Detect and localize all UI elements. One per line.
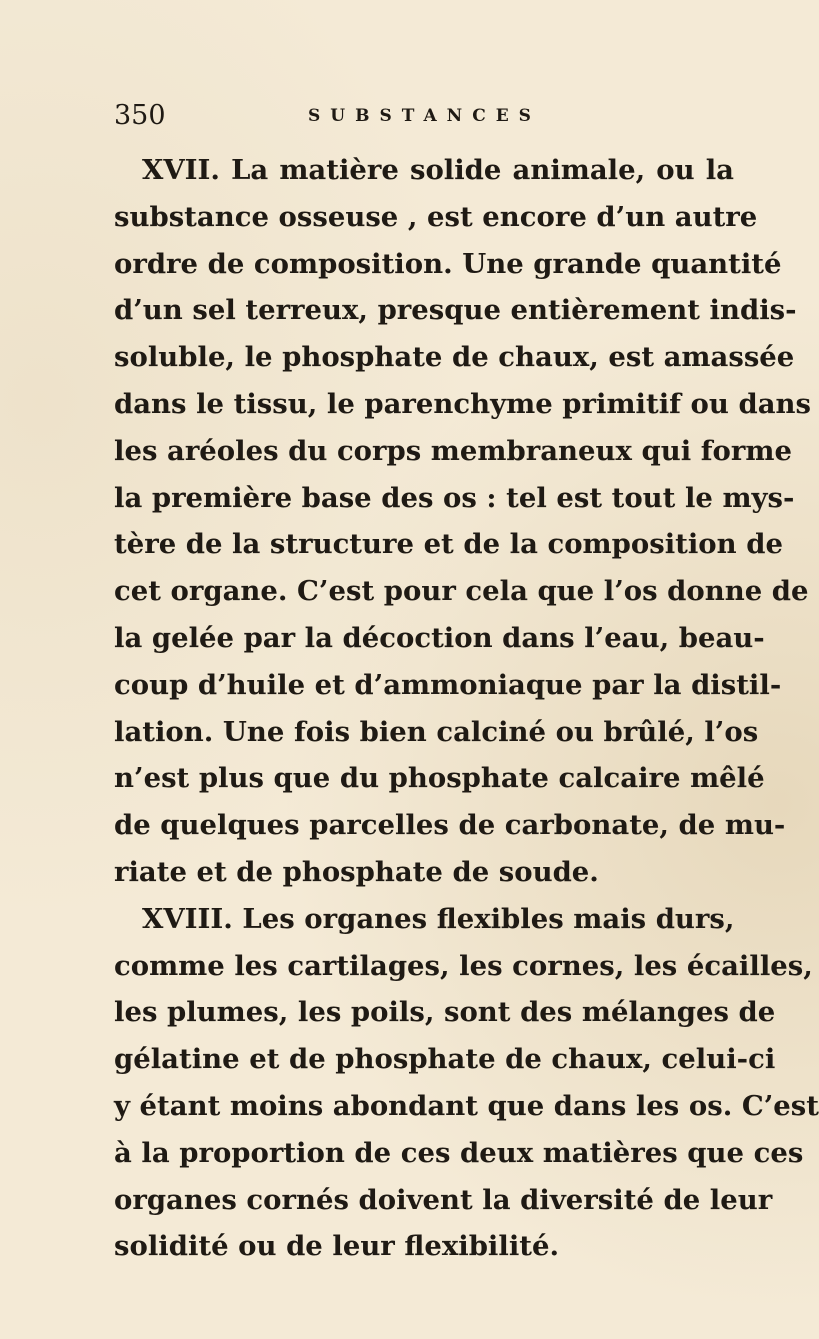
text-line: la gelée par la décoction dans l’eau, beau- [114,621,765,654]
text-line: les aréoles du corps membraneux qui forme [114,434,792,467]
text-line: riate et de phosphate de soude. [114,855,599,888]
text-line: n’est plus que du phosphate calcaire mêlé [114,762,765,795]
text-line: les plumes, les poils, sont des mélanges de [114,996,776,1029]
text-line: organes cornés doivent la diversité de leur [114,1183,773,1216]
text-line: XVIII. Les organes flexibles mais durs, [142,902,735,935]
text-line: XVII. La matière solide animale, ou la [142,154,734,186]
text-line: soluble, le phosphate de chaux, est amassée [114,341,795,374]
text-line: à la proportion de ces deux matières que ces [114,1136,804,1169]
text-line: tère de la structure et de la composition de [114,528,783,561]
paragraph-xvii [114,147,811,896]
page-header [114,100,734,140]
page-body [114,147,819,1270]
page-number: 350 [114,100,166,131]
text-line: d’un sel terreux, presque entièrement indis- [114,294,797,327]
text-line: gélatine et de phosphate de chaux, celui-ci [114,1043,776,1076]
text-line: la première base des os : tel est tout le mys- [114,481,795,514]
running-head: SUBSTANCES [308,106,541,126]
paragraph-xviii [114,896,819,1270]
text-line: y étant moins abondant que dans les os. C’est [114,1089,819,1122]
text-line: cet organe. C’est pour cela que l’os donne de [114,575,809,608]
text-line: comme les cartilages, les cornes, les écailles, [114,949,813,982]
text-line: ordre de composition. Une grande quantité [114,247,782,280]
text-line: de quelques parcelles de carbonate, de mu- [114,809,786,842]
text-line: coup d’huile et d’ammoniaque par la distil- [114,668,782,701]
text-line: dans le tissu, le parenchyme primitif ou dans [114,387,811,420]
text-line: lation. Une fois bien calciné ou brûlé, l’os [114,715,759,748]
text-line: substance osseuse , est encore d’un autre [114,200,758,233]
text-line: solidité ou de leur flexibilité. [114,1230,560,1263]
